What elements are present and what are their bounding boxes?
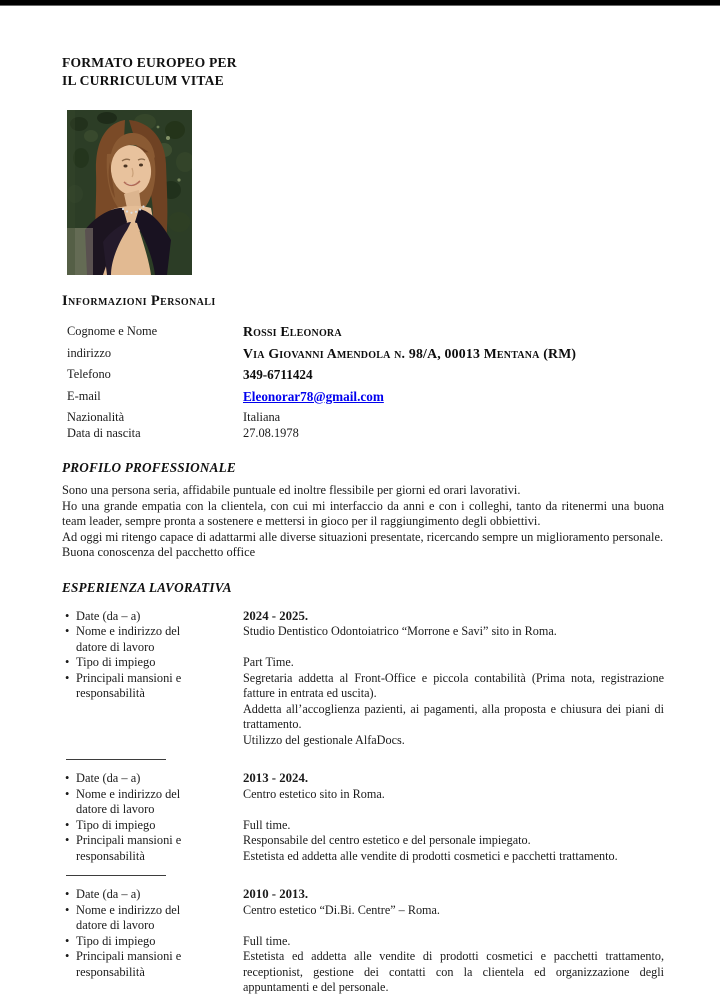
job-row-employer <box>62 787 664 818</box>
profile-heading: PROFILO PROFESSIONALE <box>62 460 236 475</box>
job-row-employer <box>62 903 664 934</box>
job3-duty: Estetista ed addetta alle vendite di prodotti cosmetici e pacchetti trattamento, receptionist, gestione dei contatti con la clientela ed organizzazione degli appuntamenti e del personale. <box>243 949 664 995</box>
job-divider <box>66 759 166 760</box>
job-divider <box>66 875 166 876</box>
job1-type: Part Time. <box>243 655 294 670</box>
info-value-indirizzo: Via Giovanni Amendola n. 98/A, 00013 Mentana (RM) <box>243 345 577 361</box>
info-label-indirizzo: indirizzo <box>67 345 112 360</box>
job-row-type <box>62 934 664 950</box>
doc-title-line1: FORMATO EUROPEO PER <box>62 55 237 70</box>
exp-label-type: • Tipo di impiego <box>62 934 243 950</box>
info-value-nazionalita: Italiana <box>243 410 281 424</box>
job1-date: 2024 - 2025. <box>243 608 309 623</box>
top-border <box>0 0 720 6</box>
job2-date: 2013 - 2024. <box>243 771 309 786</box>
profile-line: Ad oggi mi ritengo capace di adattarmi alle diverse situazioni presentate, ricercando sempre un miglioramento personale. <box>62 529 664 544</box>
info-row-telefono <box>62 367 664 389</box>
portrait-illustration <box>67 110 192 275</box>
job-row-date <box>62 771 664 787</box>
job2-duty: Responsabile del centro estetico e del personale impiegato. <box>243 833 531 848</box>
info-row-nazionalita <box>62 410 664 426</box>
exp-label-date: • Date (da – a) <box>62 609 243 625</box>
doc-title-line2: IL CURRICULUM VITAE <box>62 72 224 88</box>
job-entry-1 <box>62 609 664 749</box>
job-row-type <box>62 818 664 834</box>
exp-label-type: • Tipo di impiego <box>62 818 243 834</box>
job-row-date <box>62 609 664 625</box>
experience-heading: ESPERIENZA LAVORATIVA <box>62 579 232 595</box>
info-label-nascita: Data di nascita <box>67 425 141 440</box>
job-row-employer <box>62 624 664 655</box>
experience-section <box>62 609 664 996</box>
job-entry-3 <box>62 887 664 996</box>
exp-label-employer: • Nome e indirizzo del datore di lavoro <box>62 787 243 818</box>
job1-duty: Addetta all’accoglienza pazienti, ai pagamenti, alla proposta e chiusura dei piani di trattamento. <box>243 701 664 732</box>
exp-label-employer: • Nome e indirizzo del datore di lavoro <box>62 624 243 655</box>
job2-type: Full time. <box>243 817 291 832</box>
info-value-telefono: 349-6711424 <box>243 367 313 382</box>
info-row-nascita <box>62 426 664 442</box>
info-label-cognome: Cognome e Nome <box>67 324 158 338</box>
job-row-duties <box>62 949 664 996</box>
job-row-type <box>62 655 664 671</box>
info-label-nazionalita: Nazionalità <box>67 410 125 424</box>
info-row-email <box>62 389 664 411</box>
job1-duties <box>243 671 664 749</box>
job2-duty: Estetista ed addetta alle vendite di prodotti cosmetici e pacchetti trattamento. <box>243 848 618 863</box>
info-row-indirizzo <box>62 346 664 368</box>
cv-document <box>62 54 664 996</box>
personal-info-section <box>62 324 664 441</box>
profile-line: Buona conoscenza del pacchetto office <box>62 545 256 560</box>
exp-label-duties: • Principali mansioni e responsabilità <box>62 833 243 864</box>
job1-employer: Studio Dentistico Odontoiatrico “Morrone e Savi” sito in Roma. <box>243 624 557 639</box>
profile-line: Sono una persona seria, affidabile puntuale ed inoltre flessibile per giorni ed orari lavorativi. <box>62 483 521 497</box>
profile-photo <box>67 110 192 275</box>
job1-duty: Utilizzo del gestionale AlfaDocs. <box>243 732 405 747</box>
doc-title <box>62 54 664 89</box>
exp-label-date: • Date (da – a) <box>62 771 243 787</box>
job3-date: 2010 - 2013. <box>243 887 309 902</box>
info-value-nascita: 27.08.1978 <box>243 425 299 440</box>
info-row-cognome <box>62 324 664 346</box>
job2-duties <box>243 833 664 864</box>
personal-info-heading: Informazioni Personali <box>62 293 216 309</box>
job3-type: Full time. <box>243 933 291 948</box>
job-row-date <box>62 887 664 903</box>
info-value-cognome: Rossi Eleonora <box>243 324 342 339</box>
exp-label-duties: • Principali mansioni e responsabilità <box>62 949 243 980</box>
job-row-duties <box>62 671 664 749</box>
job3-duties <box>243 949 664 996</box>
profile-section <box>62 483 664 561</box>
job3-employer: Centro estetico “Di.Bi. Centre” – Roma. <box>243 902 440 917</box>
info-label-email: E-mail <box>67 388 101 403</box>
job-row-duties <box>62 833 664 864</box>
job2-employer: Centro estetico sito in Roma. <box>243 786 385 801</box>
exp-label-type: • Tipo di impiego <box>62 655 243 671</box>
job1-duty: Segretaria addetta al Front-Office e piccola contabilità (Prima nota, registrazione fatture in entrata ed uscita). <box>243 670 664 701</box>
job-entry-2 <box>62 771 664 864</box>
email-link[interactable]: Eleonorar78@gmail.com <box>243 388 384 404</box>
exp-label-duties: • Principali mansioni e responsabilità <box>62 671 243 702</box>
exp-label-date: • Date (da – a) <box>62 887 243 903</box>
profile-line: Ho una grande empatia con la clientela, con cui mi interfaccio da anni e con i colleghi, tanto da ritenermi una buona team leader, sempre pronta a sostenere e mettersi in gioco per il raggiungimento degli obbiettivi. <box>62 498 664 529</box>
exp-label-employer: • Nome e indirizzo del datore di lavoro <box>62 903 243 934</box>
info-label-telefono: Telefono <box>67 367 111 381</box>
